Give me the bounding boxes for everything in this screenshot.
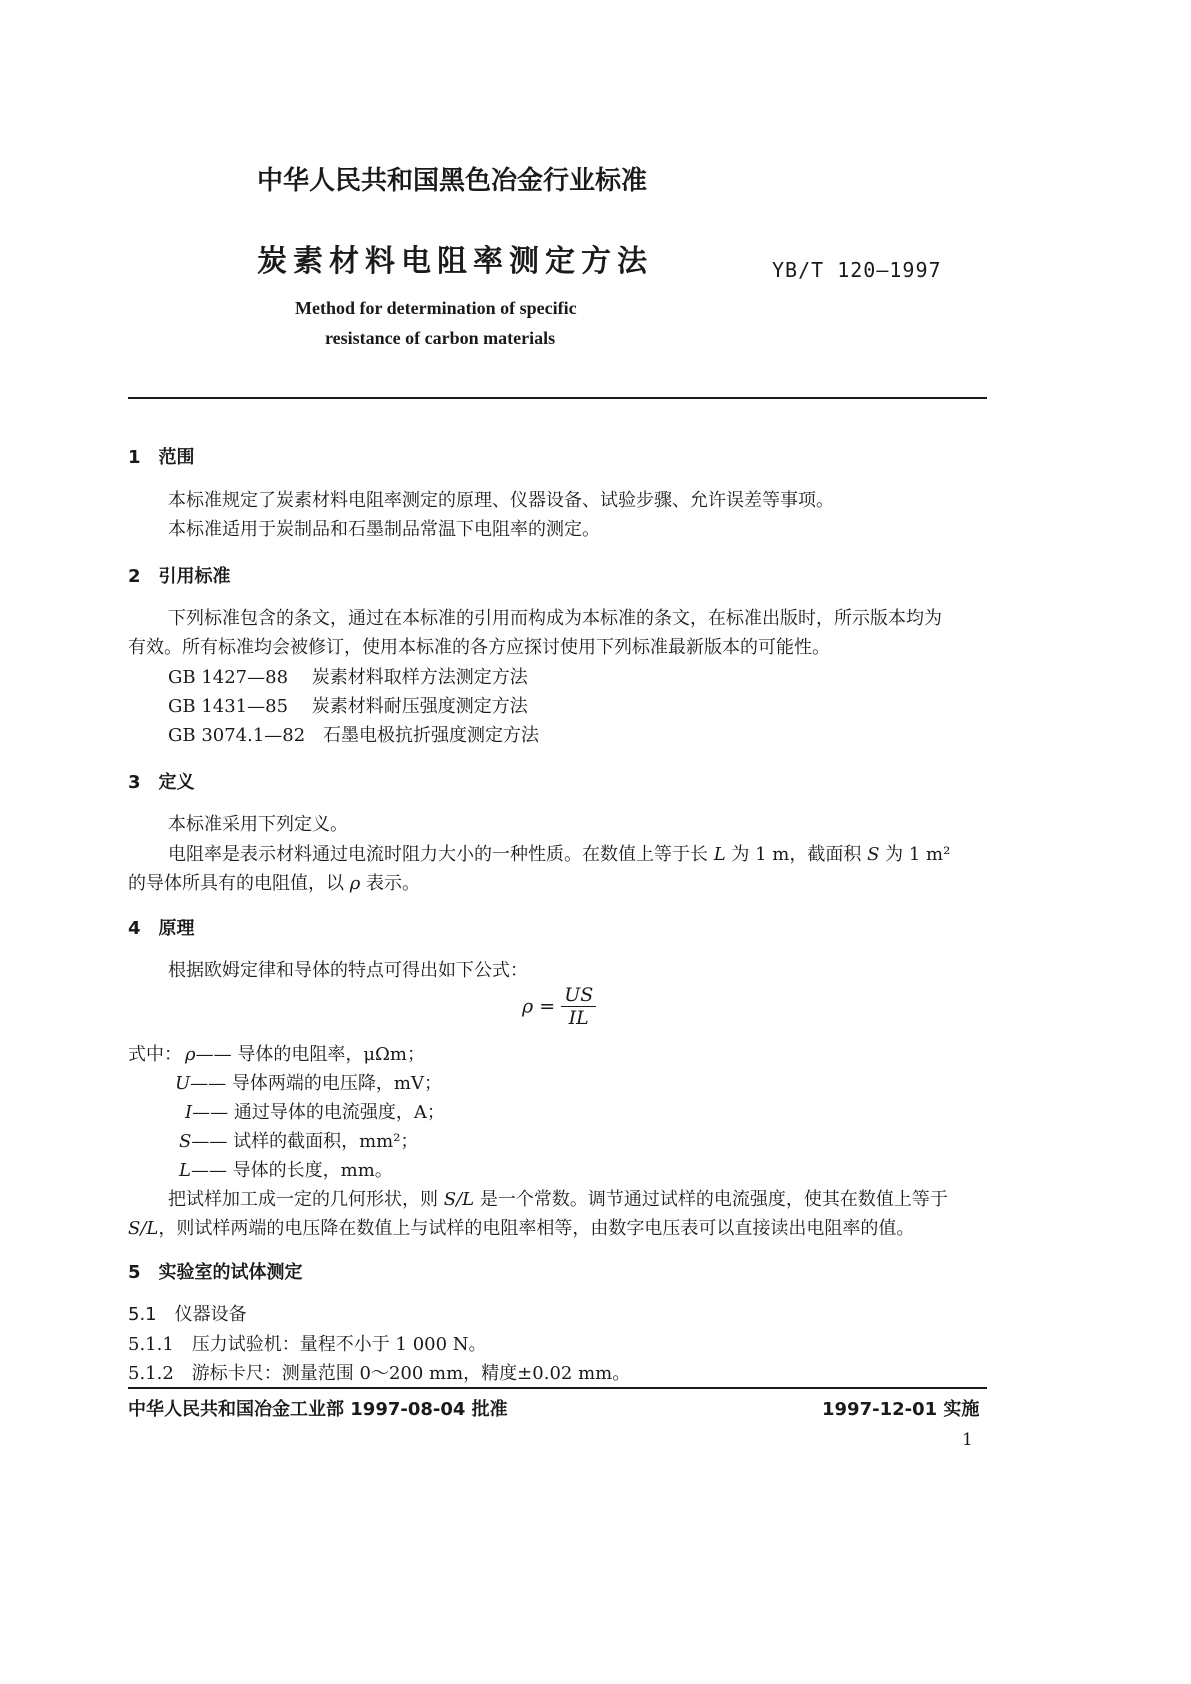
reference-item [168,663,528,689]
variable-definition: I—— 通过导体的电流强度，A； [185,1102,445,1123]
section-3-paragraph-1: 本标准采用下列定义。 [168,814,348,835]
section-1-paragraph-1: 本标准规定了炭素材料电阻率测定的原理、仪器设备、试验步骤、允许误差等事项。 [168,490,834,511]
reference-title: 炭素材料耐压强度测定方法 [311,696,528,717]
variable-definition: S—— 试样的截面积，mm²； [179,1131,419,1152]
standard-code: YB/T 120—1997 [772,258,942,282]
reference-code: GB 1431—85 [168,696,289,717]
section-heading-5: 5 实验室的试体测定 [128,1262,303,1283]
implementation-date: 1997-12-01 实施 [822,1399,980,1420]
section-4-paragraph-1: 根据欧姆定律和导体的特点可得出如下公式： [168,960,528,981]
section-heading-4: 4 原理 [128,918,195,939]
variable-definition: U—— 导体两端的电压降，mV； [175,1073,442,1094]
subsection-5-1: 5.1 仪器设备 [128,1304,247,1325]
reference-title: 石墨电极抗折强度测定方法 [322,725,539,746]
formula-lhs: ρ = [522,995,556,1018]
page-number: 1 [962,1430,973,1450]
section-4-paragraph-2-line-1: 把试样加工成一定的几何形状，则 S/L 是一个常数。调节通过试样的电流强度，使其在数值上等于 [168,1189,948,1210]
reference-item [168,692,528,718]
section-2-paragraph-line-1: 下列标准包含的条文，通过在本标准的引用而构成为本标准的条文，在标准出版时，所示版本均为 [168,608,942,629]
reference-title: 炭素材料取样方法测定方法 [311,667,528,688]
section-1-paragraph-2: 本标准适用于炭制品和石墨制品常温下电阻率的测定。 [168,519,600,540]
document-title: 炭素材料电阻率测定方法 [257,244,653,279]
section-4-paragraph-2-line-2: S/L，则试样两端的电压降在数值上与试样的电阻率相等，由数字电压表可以直接读出电阻率的值。 [128,1218,915,1239]
english-title-line-1: Method for determination of specific [295,298,577,318]
variable-definition: ρ—— 导体的电阻率，μΩm； [185,1044,426,1065]
where-label: 式中： [128,1044,182,1065]
reference-code: GB 3074.1—82 [168,725,306,746]
org-title: 中华人民共和国黑色冶金行业标准 [257,166,648,196]
section-heading-2: 2 引用标准 [128,566,231,587]
section-heading-3: 3 定义 [128,772,195,793]
footer-divider [128,1387,987,1389]
clause-5-1-2: 5.1.2 游标卡尺：测量范围 0～200 mm，精度±0.02 mm。 [128,1363,631,1384]
clause-5-1-1: 5.1.1 压力试验机：量程不小于 1 000 N。 [128,1334,487,1355]
section-2-paragraph-line-2: 有效。所有标准均会被修订，使用本标准的各方应探讨使用下列标准最新版本的可能性。 [128,637,830,658]
section-heading-1: 1 范围 [128,447,195,468]
header-divider [128,397,987,399]
english-title-line-2: resistance of carbon materials [325,328,556,348]
formula-denominator: IL [568,1007,589,1029]
definition-line-1: 电阻率是表示材料通过电流时阻力大小的一种性质。在数值上等于长 L 为 1 m，截面积 S 为 1 m² [168,844,951,865]
definition-line-2: 的导体所具有的电阻值，以 ρ 表示。 [128,873,421,894]
formula-fraction [561,984,596,1029]
approval-line: 中华人民共和国冶金工业部 1997-08-04 批准 [128,1399,508,1420]
variable-definition: L—— 导体的长度，mm。 [179,1160,393,1181]
reference-code: GB 1427—88 [168,667,289,688]
formula-numerator: US [561,984,596,1007]
resistivity-formula [522,984,596,1029]
reference-item [168,721,539,747]
